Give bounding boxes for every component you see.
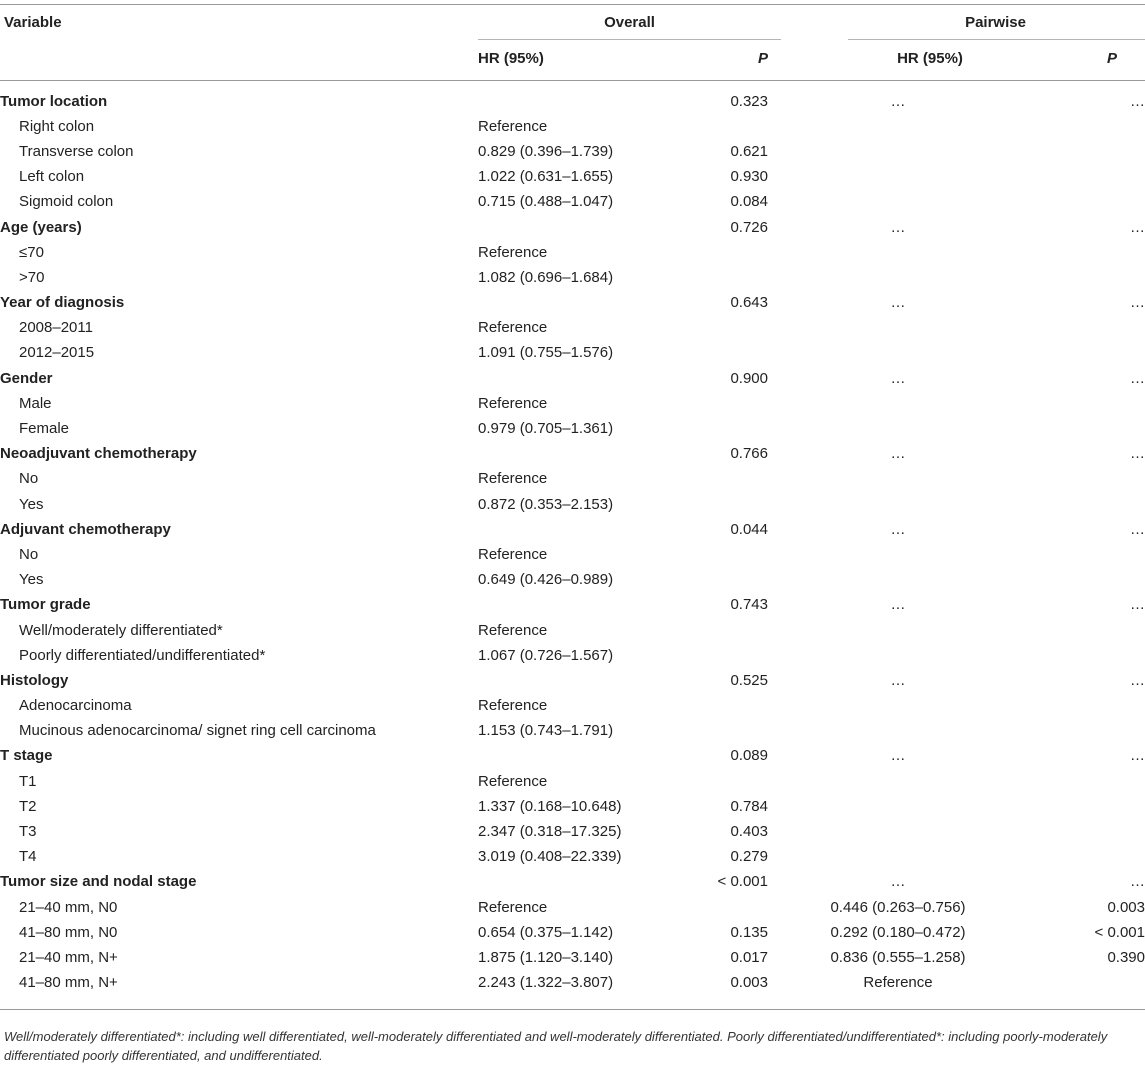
row-label: 21–40 mm, N+ [19,948,118,966]
table-row [0,568,1145,593]
table-bottom-rule [0,1009,1145,1010]
overall-p-cell [678,895,768,920]
table-row [0,719,1145,744]
overall-p-cell [678,618,768,643]
pairwise-p-cell [1028,139,1145,164]
row-label: Mucinous adenocarcinoma/ signet ring cell carcinoma [19,722,376,740]
pairwise-hr-cell: … [890,445,906,463]
pairwise-hr-cell [768,819,1028,844]
pairwise-p-cell: … [1130,218,1145,236]
table-row [0,341,1145,366]
table-row [0,265,1145,290]
pairwise-p-cell: … [1130,671,1145,689]
table-row [0,643,1145,668]
pairwise-hr-cell [768,694,1028,719]
overall-p-cell: < 0.001 [717,873,768,891]
row-label: T stage [0,747,53,765]
table-row [0,694,1145,719]
table-footnote: Well/moderately differentiated*: including well differentiated, well-moderately differentiated and well-moderately differentiated. Poorly differentiated/undifferentiated*: including poorly-moderately differentiated poorly differentiated, and undifferentiated. [4,1029,1108,1063]
overall-hr-cell [478,215,678,240]
header-bottom-rule [0,80,1145,81]
pairwise-p-cell [1028,492,1145,517]
pairwise-hr-cell [768,467,1028,492]
pairwise-hr-cell [768,316,1028,341]
row-label: No [19,545,39,563]
row-label: Adenocarcinoma [19,697,132,715]
category-row [0,366,1145,391]
overall-hr-cell: 1.875 (1.120–3.140) [478,948,614,966]
pairwise-group-rule [848,39,1145,40]
overall-p-cell: 0.044 [730,520,768,538]
overall-p-cell [678,316,768,341]
header-overall-p: P [757,50,768,67]
overall-p-cell: 0.621 [730,142,768,160]
row-label: 2008–2011 [19,319,93,337]
table-row [0,391,1145,416]
overall-hr-cell: 0.872 (0.353–2.153) [478,495,614,513]
pairwise-p-cell [1028,265,1145,290]
overall-p-cell [678,467,768,492]
pairwise-p-cell [1028,114,1145,139]
pairwise-hr-cell: Reference [863,974,933,992]
category-row [0,517,1145,542]
table-row [0,845,1145,870]
row-label: Left colon [19,168,85,186]
pairwise-p-cell: … [1130,873,1145,891]
overall-hr-cell: 1.022 (0.631–1.655) [478,168,614,186]
category-row [0,215,1145,240]
overall-hr-cell: 2.347 (0.318–17.325) [478,823,622,841]
table-row [0,165,1145,190]
row-label: T4 [19,848,37,866]
overall-hr-cell: 0.829 (0.396–1.739) [478,142,614,160]
overall-hr-cell [478,89,678,114]
pairwise-p-cell: … [1130,294,1145,312]
overall-p-cell [678,769,768,794]
row-label: Female [19,420,70,438]
overall-hr-cell: Reference [478,117,548,135]
overall-hr-cell: 2.243 (1.322–3.807) [478,974,614,992]
overall-p-cell: 0.403 [730,823,768,841]
table-row [0,618,1145,643]
pairwise-hr-cell: 0.292 (0.180–0.472) [830,923,966,941]
row-label: Adjuvant chemotherapy [0,520,171,538]
overall-p-cell: 0.084 [730,193,768,211]
overall-p-cell: 0.089 [730,747,768,765]
pairwise-p-cell: … [1130,596,1145,614]
overall-p-cell: 0.003 [730,974,768,992]
row-label: Transverse colon [19,142,134,160]
overall-hr-cell [478,366,678,391]
pairwise-hr-cell: … [890,747,906,765]
pairwise-hr-cell [768,341,1028,366]
pairwise-hr-cell: … [890,596,906,614]
pairwise-p-cell [1028,618,1145,643]
pairwise-hr-cell [768,139,1028,164]
overall-p-cell: 0.643 [730,294,768,312]
overall-p-cell: 0.017 [730,948,768,966]
pairwise-p-cell [1028,165,1145,190]
category-row [0,442,1145,467]
pairwise-hr-cell [768,719,1028,744]
category-row [0,668,1145,693]
overall-p-cell [678,568,768,593]
overall-hr-cell: 1.337 (0.168–10.648) [478,797,622,815]
row-label: T1 [19,772,37,790]
row-label: 2012–2015 [19,344,95,362]
overall-p-cell [678,643,768,668]
pairwise-p-cell [1028,643,1145,668]
overall-p-cell [678,341,768,366]
overall-hr-cell [478,593,678,618]
overall-p-cell [678,492,768,517]
pairwise-p-cell [1028,819,1145,844]
row-label: Well/moderately differentiated* [19,621,223,639]
overall-hr-cell [478,870,678,895]
overall-p-cell: 0.135 [730,923,768,941]
header-variable: Variable [4,14,62,31]
pairwise-p-cell [1028,190,1145,215]
pairwise-hr-cell [768,114,1028,139]
table-row [0,819,1145,844]
category-row [0,593,1145,618]
table-row [0,316,1145,341]
overall-hr-cell: 0.649 (0.426–0.989) [478,571,614,589]
row-label: No [19,470,39,488]
pairwise-hr-cell [768,190,1028,215]
row-label: Yes [19,495,44,513]
pairwise-p-cell: 0.003 [1107,898,1145,916]
row-label: Neoadjuvant chemotherapy [0,445,197,463]
row-label: Yes [19,571,44,589]
pairwise-hr-cell: … [890,294,906,312]
pairwise-hr-cell [768,618,1028,643]
row-label: ≤70 [19,243,44,261]
pairwise-p-cell [1028,416,1145,441]
pairwise-p-cell: < 0.001 [1094,923,1145,941]
pairwise-p-cell: … [1130,92,1145,110]
pairwise-hr-cell [768,769,1028,794]
row-label: Male [19,394,52,412]
table-row [0,971,1145,996]
overall-hr-cell: Reference [478,470,548,488]
pairwise-hr-cell [768,240,1028,265]
overall-hr-cell [478,668,678,693]
pairwise-hr-cell: … [890,520,906,538]
pairwise-hr-cell: … [890,873,906,891]
table-row [0,467,1145,492]
pairwise-p-cell [1028,769,1145,794]
row-label: Histology [0,671,69,689]
table-row [0,492,1145,517]
pairwise-hr-cell [768,568,1028,593]
overall-hr-cell: 0.979 (0.705–1.361) [478,420,614,438]
table-top-rule [0,4,1145,5]
pairwise-hr-cell [768,265,1028,290]
overall-hr-cell: 1.067 (0.726–1.567) [478,646,614,664]
row-label: >70 [19,268,45,286]
row-label: Year of diagnosis [0,294,125,312]
overall-p-cell [678,391,768,416]
pairwise-p-cell: … [1130,747,1145,765]
pairwise-p-cell: … [1130,520,1145,538]
header-pairwise-p: P [1106,50,1117,67]
overall-p-cell [678,542,768,567]
overall-hr-cell: 0.654 (0.375–1.142) [478,923,614,941]
overall-hr-cell: Reference [478,621,548,639]
pairwise-p-cell [1028,794,1145,819]
category-row [0,89,1145,114]
overall-hr-cell [478,442,678,467]
overall-hr-cell: 3.019 (0.408–22.339) [478,848,622,866]
pairwise-hr-cell: 0.446 (0.263–0.756) [830,898,966,916]
category-row [0,744,1145,769]
row-label: Age (years) [0,218,82,236]
pairwise-hr-cell: … [890,369,906,387]
table-row [0,769,1145,794]
overall-p-cell [678,114,768,139]
overall-p-cell: 0.743 [730,596,768,614]
row-label: Sigmoid colon [19,193,114,211]
pairwise-p-cell [1028,316,1145,341]
row-label: Gender [0,369,53,387]
row-label: Right colon [19,117,95,135]
overall-p-cell: 0.323 [730,92,768,110]
overall-hr-cell: 1.091 (0.755–1.576) [478,344,614,362]
overall-hr-cell: 1.153 (0.743–1.791) [478,722,614,740]
overall-p-cell: 0.766 [730,445,768,463]
pairwise-hr-cell [768,492,1028,517]
overall-hr-cell [478,517,678,542]
table-row [0,114,1145,139]
overall-p-cell: 0.279 [730,848,768,866]
overall-hr-cell: Reference [478,394,548,412]
overall-hr-cell: Reference [478,898,548,916]
overall-hr-cell [478,291,678,316]
pairwise-hr-cell [768,794,1028,819]
overall-p-cell [678,265,768,290]
pairwise-hr-cell: 0.836 (0.555–1.258) [830,948,966,966]
overall-hr-cell [478,744,678,769]
header-pairwise-hr: HR (95%) [897,50,963,67]
pairwise-p-cell: … [1130,369,1145,387]
overall-p-cell: 0.930 [730,168,768,186]
category-row [0,291,1145,316]
pairwise-p-cell: 0.390 [1107,948,1145,966]
header-overall-hr: HR (95%) [478,50,544,67]
table-row [0,920,1145,945]
overall-hr-cell: Reference [478,772,548,790]
row-label: T2 [19,797,37,815]
overall-hr-cell: Reference [478,697,548,715]
overall-p-cell: 0.525 [730,671,768,689]
overall-p-cell [678,416,768,441]
row-label: 41–80 mm, N+ [19,974,118,992]
pairwise-p-cell [1028,694,1145,719]
pairwise-hr-cell: … [890,671,906,689]
table-row [0,416,1145,441]
overall-hr-cell: 1.082 (0.696–1.684) [478,268,614,286]
table-body [0,89,1145,996]
row-label: Poorly differentiated/undifferentiated* [19,646,266,664]
overall-p-cell [678,694,768,719]
overall-hr-cell: Reference [478,243,548,261]
pairwise-hr-cell: … [890,92,906,110]
overall-p-cell: 0.784 [730,797,768,815]
overall-hr-cell: Reference [478,545,548,563]
pairwise-hr-cell [768,165,1028,190]
overall-hr-cell: Reference [478,319,548,337]
pairwise-hr-cell [768,845,1028,870]
overall-group-rule [478,39,781,40]
pairwise-p-cell [1028,391,1145,416]
row-label: T3 [19,823,37,841]
header-pairwise: Pairwise [965,14,1026,31]
overall-p-cell [678,240,768,265]
table-row [0,945,1145,970]
row-label: Tumor size and nodal stage [0,873,197,891]
pairwise-p-cell [1028,568,1145,593]
pairwise-p-cell [1028,467,1145,492]
overall-hr-cell: 0.715 (0.488–1.047) [478,193,614,211]
pairwise-p-cell [1028,719,1145,744]
header-overall: Overall [604,14,655,31]
pairwise-p-cell [1028,845,1145,870]
pairwise-p-cell [1028,240,1145,265]
table-row [0,240,1145,265]
table-row [0,895,1145,920]
row-label: 21–40 mm, N0 [19,898,118,916]
pairwise-p-cell [1028,542,1145,567]
row-label: Tumor location [0,92,108,110]
pairwise-hr-cell: … [890,218,906,236]
pairwise-hr-cell [768,542,1028,567]
pairwise-hr-cell [768,643,1028,668]
pairwise-p-cell [1028,341,1145,366]
overall-p-cell: 0.900 [730,369,768,387]
overall-p-cell: 0.726 [730,218,768,236]
pairwise-p-cell [1028,971,1145,996]
table-row [0,794,1145,819]
pairwise-hr-cell [768,391,1028,416]
overall-p-cell [678,719,768,744]
pairwise-p-cell: … [1130,445,1145,463]
row-label: Tumor grade [0,596,91,614]
pairwise-hr-cell [768,416,1028,441]
table-row [0,190,1145,215]
table-row [0,139,1145,164]
category-row [0,870,1145,895]
row-label: 41–80 mm, N0 [19,923,118,941]
table-row [0,542,1145,567]
